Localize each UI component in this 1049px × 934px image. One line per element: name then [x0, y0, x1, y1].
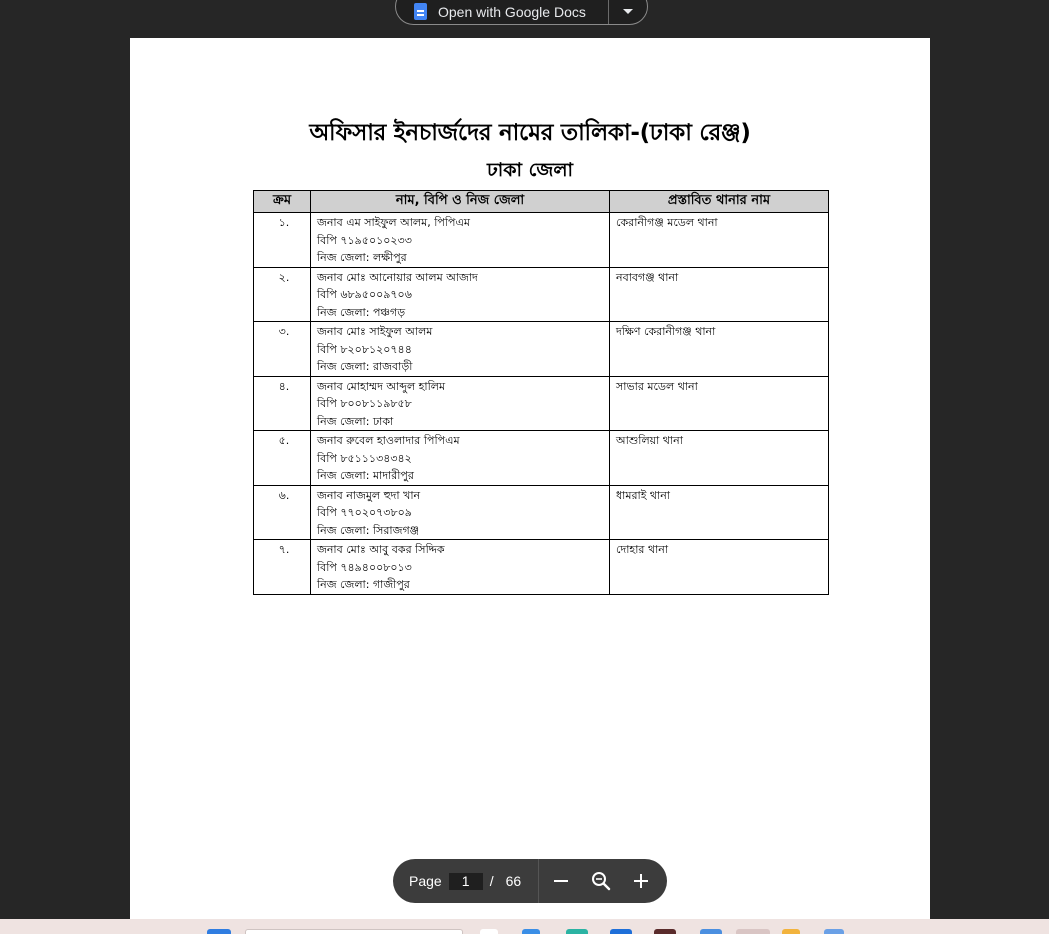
row-serial: ৫.: [254, 431, 311, 486]
table-row: [254, 376, 829, 431]
document-subtitle: ঢাকা জেলা: [486, 159, 574, 181]
table-row: [254, 431, 829, 486]
row-station: দক্ষিণ কেরানীগঞ্জ থানা: [610, 322, 829, 377]
start-icon[interactable]: [207, 929, 231, 934]
taskbar-app-icon[interactable]: [782, 929, 800, 934]
taskbar-app-icon[interactable]: [824, 929, 844, 934]
minus-icon: [554, 880, 568, 882]
row-serial: ৪.: [254, 376, 311, 431]
taskbar-app-icon[interactable]: [610, 929, 632, 934]
officer-name: জনাব এম সাইফুল আলম, পিপিএম: [317, 216, 470, 229]
row-serial: ৬.: [254, 485, 311, 540]
officer-bp: বিপি ৮৫১১১৩৪৩৪২: [317, 451, 412, 465]
taskbar-app-icon[interactable]: [566, 929, 588, 934]
page-label: Page: [409, 873, 442, 889]
officer-bp: বিপি ৭৭০২০৭৩৮০৯: [317, 506, 412, 519]
header-serial: ক্রম: [254, 191, 311, 213]
officer-bp: বিপি ৮০০৮১১৯৮৫৮: [317, 397, 412, 410]
row-station: আশুলিয়া থানা: [610, 431, 829, 486]
row-serial: ৩.: [254, 322, 311, 377]
row-officer: [311, 485, 610, 540]
table-row: [254, 213, 829, 268]
page-separator: /: [489, 873, 494, 889]
zoom-icon: [591, 871, 611, 891]
header-station: প্রস্তাবিত থানার নাম: [610, 191, 829, 213]
officer-table: [253, 190, 829, 595]
page-navigation-bar: [393, 859, 667, 903]
divider: [538, 859, 539, 903]
officer-bp: বিপি ৬৮৯৫০০৯৭০৬: [317, 288, 412, 301]
row-officer: [311, 431, 610, 486]
officer-name: জনাব মোহাম্মদ আব্দুল হালিম: [317, 379, 446, 393]
open-with-label: Open with Google Docs: [438, 3, 586, 20]
officer-district: নিজ জেলা: গাজীপুর: [317, 578, 410, 591]
officer-bp: বিপি ৭১৯৫০১০২৩৩: [317, 233, 412, 247]
table-row: [254, 485, 829, 540]
open-with-dropdown-button[interactable]: [609, 0, 647, 24]
document-page: [130, 38, 930, 919]
officer-name: জনাব রুবেল হাওলাদার পিপিএম: [317, 434, 460, 447]
officer-district: নিজ জেলা: লক্ষীপুর: [317, 251, 407, 264]
table-header-row: [254, 191, 829, 213]
taskbar-app-icon[interactable]: [480, 929, 498, 934]
officer-bp: বিপি ৮২০৮১২০৭৪৪: [317, 342, 412, 356]
row-serial: ৭.: [254, 540, 311, 595]
officer-bp: বিপি ৭৪৯৪০০৮০১৩: [317, 560, 412, 574]
google-docs-icon: [414, 3, 427, 20]
officer-district: নিজ জেলা: রাজবাড়ী: [317, 360, 413, 373]
row-station: ধামরাই থানা: [610, 485, 829, 540]
chrome-icon[interactable]: [736, 929, 770, 934]
row-station: সাভার মডেল থানা: [610, 376, 829, 431]
row-serial: ১.: [254, 213, 311, 268]
open-with-google-docs-button[interactable]: [396, 0, 609, 24]
row-station: দোহার থানা: [610, 540, 829, 595]
row-station: নবাবগঞ্জ থানা: [610, 267, 829, 322]
table-row: [254, 322, 829, 377]
search-box[interactable]: [245, 929, 463, 934]
zoom-button[interactable]: [581, 859, 621, 903]
table-row: [254, 267, 829, 322]
taskbar-app-icon[interactable]: [700, 929, 722, 934]
row-officer: [311, 213, 610, 268]
row-officer: [311, 322, 610, 377]
officer-name: জনাব নাজমুল হুদা খান: [317, 488, 421, 502]
chevron-down-icon: [623, 9, 633, 14]
taskbar-app-icon[interactable]: [654, 929, 676, 934]
officer-district: নিজ জেলা: সিরাজগঞ্জ: [317, 523, 420, 537]
taskbar-app-icon[interactable]: [522, 929, 540, 934]
row-serial: ২.: [254, 267, 311, 322]
plus-icon: [634, 874, 648, 888]
document-title: অফিসার ইনচার্জদের নামের তালিকা-(ঢাকা রেঞ্জ): [309, 120, 751, 146]
taskbar: [0, 919, 1049, 934]
row-officer: [311, 376, 610, 431]
zoom-in-button[interactable]: [621, 859, 661, 903]
row-station: কেরানীগঞ্জ মডেল থানা: [610, 213, 829, 268]
row-officer: [311, 267, 610, 322]
zoom-out-button[interactable]: [541, 859, 581, 903]
page-number-input[interactable]: [449, 873, 483, 890]
officer-name: জনাব মোঃ আনোয়ার আলম আজাদ: [317, 270, 478, 284]
officer-name: জনাব মোঃ আবু বকর সিদ্দিক: [317, 543, 445, 556]
table-row: [254, 540, 829, 595]
officer-district: নিজ জেলা: মাদারীপুর: [317, 469, 414, 482]
officer-district: নিজ জেলা: ঢাকা: [317, 414, 394, 428]
officer-district: নিজ জেলা: পঞ্চগড়: [317, 305, 406, 319]
page-total: 66: [505, 873, 522, 889]
open-with-button-group: [395, 0, 648, 25]
header-name: নাম, বিপি ও নিজ জেলা: [311, 191, 610, 213]
officer-name: জনাব মোঃ সাইফুল আলম: [317, 325, 433, 338]
row-officer: [311, 540, 610, 595]
